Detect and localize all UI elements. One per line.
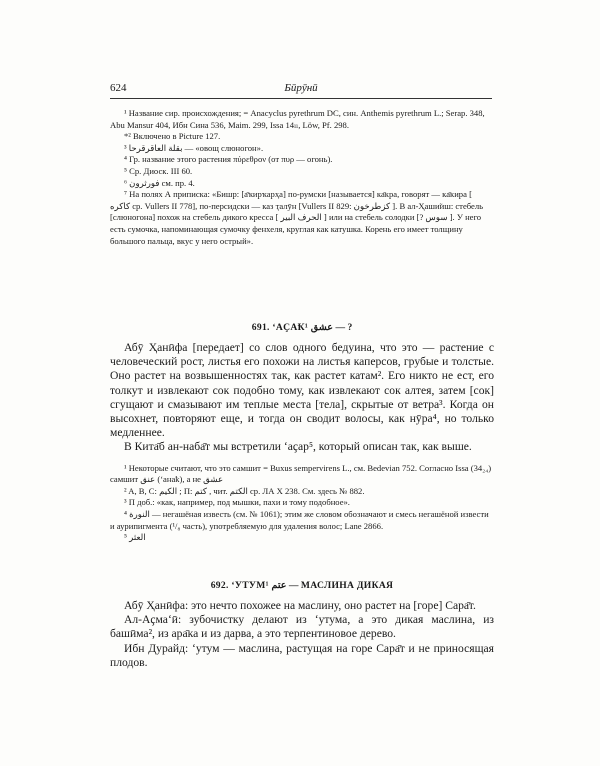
footnote: ¹ Некоторые считают, что это самшит = Buxus sempervirens L., см. Bedevian 752. Согласно Issa (34₂₄) самшит عنق (ʻанаҟ), а не عشق [110, 462, 492, 485]
entry-paragraph: Ал-Аҫмаʻӣ: зубочистку делают из ʻутума, а это дикая маслина, из башӣма², из ара̄ка и из дарва, а это терпентиновое дерево. [110, 613, 494, 641]
footnote: ⁷ На полях А приписка: «Бишр: [а̄ҡирҡарҳа] по-румски [называется] ка̄кра, говорят — ка̄кира [ كاكره ср. Vullers II 778], по-персидски — каз ҭалӯн [Vullers II 829: كزطرخون ]. В ал-Ҳаши̃иш: стебель [слюногона] похож на стебель дикого кресса [ الحرف البير ] или на стебель солодки [? سوس ]. У него есть сумочка, напоминающая сумочку фенхеля, круглая как катушка. Корень его имеет толщину большого пальца, вкус у него острый». [110, 189, 484, 246]
footnote: ² A, B, C: الكيم ; П: كتم , чит. الكتم ср. ЛА X 238. См. здесь № 882. [124, 485, 365, 496]
page-number: 624 [110, 82, 127, 94]
footnote: ⁴ النورة — негашёная известь (см. № 1061); этим же словом обозначают и смесь негашёной извести и аурипигмента (¹/₈ часть), употребляемую для удаления волос; Lane 2866. [110, 509, 489, 531]
footnote: *² Включено в Picture 127. [124, 131, 221, 142]
footnote: ³ П доб.: «как, например, под мышки, пахи и тому подобное». [124, 497, 350, 508]
top-footnotes [110, 108, 494, 247]
running-title: Бӣрӯнӣ [284, 82, 318, 94]
entry-heading: 692. ʻУТУМ¹ عتم — МАСЛИНА ДИКАЯ [210, 580, 394, 591]
page-header [110, 82, 492, 99]
entry-paragraph: Абӯ Ҳанӣфа [передает] со слов одного бедуина, что это — растение с человеческий рост, листья его похожи на листья каперсов, грубые и толстые. Оно растет на возвышенностях так, как растет катам². Его никто не ест, его толкут и извлекают сок подобно тому, как извлекают сок алтея, затем [сок] сгущают и смазывают им теплые места [тела], скрытые от ветра³. Когда он высохнет, повторяют еще, и тогда он сводит волосы, как нӯра⁴, но только медленнее. [110, 341, 494, 440]
entry-paragraph: В Кита̄б ан-наба̄т мы встретили ʻаҫар⁵, который описан так, как выше. [124, 440, 472, 454]
footnote: ⁵ Ср. Диоск. III 60. [124, 165, 193, 176]
footnote: ⁵ العثر [124, 532, 146, 543]
footnote: ³ بقلة العاقرقرحا — «овощ слюногон». [124, 142, 264, 153]
entry-heading: 691. ʻАҪАҞ¹ عشق — ? [251, 322, 353, 333]
footnote: ¹ Название сир. происхождения; = Anacyclus pyrethrum DC, син. Anthemis pyrethrum L.; Serap. 348, Abu Mansur 404, Ибн Сина 536, Maim. 299, Issa 14ₗₗ, Löw, Pf. 298. [110, 108, 485, 130]
footnote: ⁶ فورثرون см. пр. 4. [124, 177, 195, 188]
entry-692 [110, 580, 494, 670]
entry-paragraph: Ибн Дурайд: ʻутум — маслина, растущая на горе Сара̄т и не приносящая плодов. [110, 641, 494, 669]
entry-691 [110, 322, 494, 544]
footnote: ⁴ Гр. название этого растения πύρεθρον (от πυρ — огонь). [124, 154, 333, 165]
entry-paragraph: Абӯ Ҳанӣфа: это нечто похожее на маслину, оно растет на [горе] Сара̄т. [124, 599, 476, 612]
